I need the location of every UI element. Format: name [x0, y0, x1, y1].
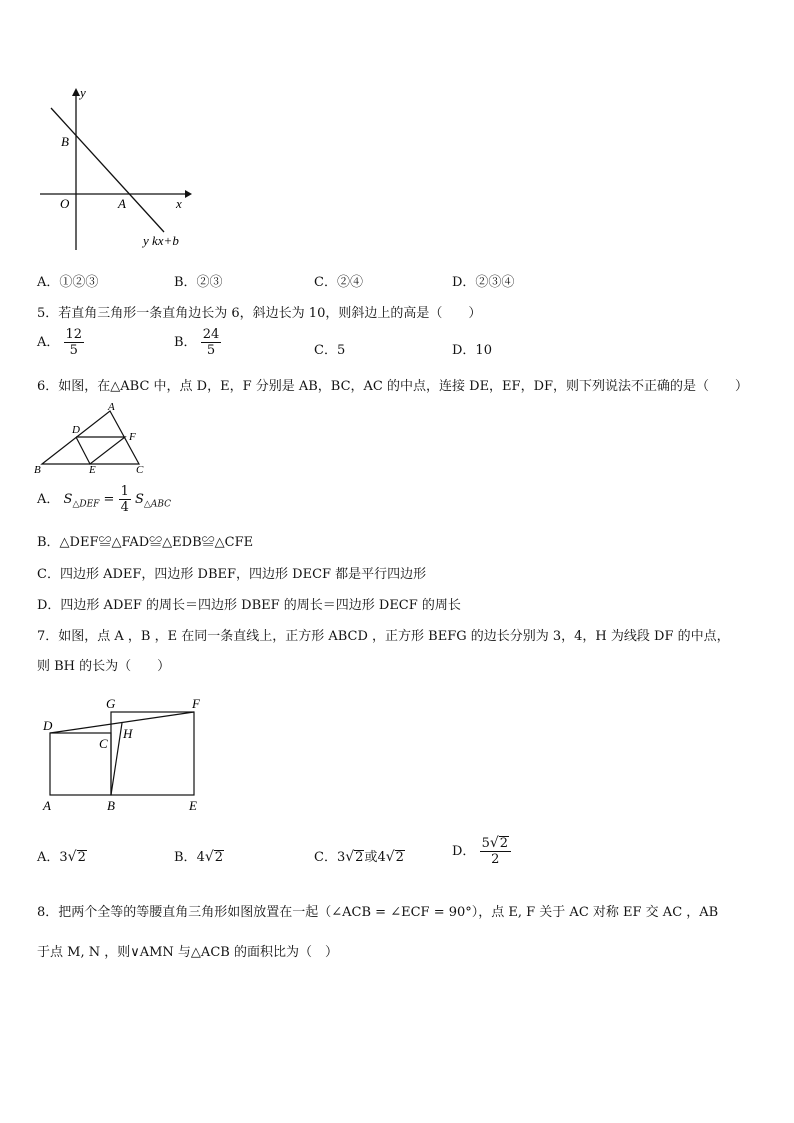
q6-option-d[interactable]: D．四边形 ADEF 的周长＝四边形 DBEF 的周长＝四边形 DECF 的周长 [37, 598, 461, 613]
tri-label-f: F [129, 431, 136, 443]
q7-option-b-label: B． [174, 850, 197, 865]
triangle-abc-figure [30, 398, 160, 478]
q7-d-numerator [480, 836, 511, 852]
q7-a-coefficient: 3 [59, 850, 68, 865]
sqrt-icon: √ [67, 849, 77, 865]
segment-df [50, 712, 194, 733]
segment-bh [111, 723, 122, 795]
label-equation: y kx+b [143, 233, 179, 248]
q6-option-a-label: A． [37, 492, 60, 507]
q7-option-d[interactable] [452, 836, 511, 867]
label-y: y [80, 85, 86, 100]
q6-option-c[interactable]: C．四边形 ADEF，四边形 DBEF，四边形 DECF 都是平行四边形 [37, 567, 427, 582]
q7-c-radicand-1: 2 [355, 850, 364, 865]
q5-b-denominator: 5 [206, 343, 216, 358]
q7-a-radicand: 2 [77, 850, 86, 865]
sqrt-icon: √ [204, 849, 214, 865]
q4-option-b[interactable]: B．②③ [174, 275, 223, 290]
tri-label-c: C [136, 464, 144, 476]
sqrt-icon: √ [489, 835, 499, 851]
label-b: B [61, 134, 69, 149]
sq-label-e: E [189, 798, 197, 813]
q6-a-area-sub: △DEF [72, 499, 100, 510]
two-squares-figure [36, 692, 216, 814]
q7-option-c[interactable] [314, 846, 405, 865]
tri-label-a: A [108, 401, 115, 413]
sq-label-f: F [192, 696, 200, 711]
tri-label-d: D [72, 424, 80, 436]
sq-label-a: A [43, 798, 51, 813]
midpoint-triangle-def [76, 437, 125, 464]
q5-stem: 5．若直角三角形一条直角边长为 6，斜边长为 10，则斜边上的高是（ ） [37, 306, 482, 321]
q6-a-area-sub-2: △ABC [143, 499, 171, 510]
q6-a-denominator: 4 [120, 500, 129, 515]
linear-graph-figure [30, 82, 210, 252]
q7-stem-line1: 7．如图，点 A ，B ，E 在同一条直线上，正方形 ABCD ，正方形 BEFG 的边长分别为 3，4，H 为线段 DF 的中点， [37, 629, 730, 644]
q5-option-b[interactable] [174, 327, 221, 358]
sq-label-d: D [43, 718, 53, 733]
q7-d-fraction [480, 836, 511, 867]
q6-a-equals: = [103, 492, 115, 507]
q7-d-radicand: 2 [499, 836, 509, 851]
q7-b-radicand: 2 [214, 850, 224, 865]
line-y-kx-b [51, 108, 164, 232]
q6-a-numerator: 1 [120, 484, 129, 499]
q7-d-coefficient: 5 [481, 836, 490, 851]
q5-a-numerator: 12 [65, 327, 83, 342]
sqrt-icon: √ [345, 849, 355, 865]
q4-option-c[interactable]: C．②④ [314, 275, 363, 290]
q7-option-b[interactable] [174, 846, 224, 865]
q6-a-fraction [119, 484, 131, 515]
q7-c-radicand-2: 2 [395, 850, 404, 865]
q5-fraction-a [64, 327, 85, 358]
sq-label-b: B [107, 798, 115, 813]
q6-a-area-symbol: S [63, 492, 73, 507]
q5-option-a-label: A． [37, 335, 60, 350]
q5-option-a[interactable] [37, 327, 84, 358]
q8-stem-line2: 于点 M, N ，则∨AMN 与△ACB 的面积比为（ ） [37, 945, 338, 960]
q5-a-denominator: 5 [69, 343, 78, 358]
label-x: x [176, 196, 182, 211]
q7-option-d-label: D． [452, 844, 476, 859]
q7-option-a[interactable] [37, 846, 87, 865]
q7-option-a-label: A． [37, 850, 60, 865]
q6-stem: 6．如图，在△ABC 中，点 D，E，F 分别是 AB，BC，AC 的中点，连接 DE，EF，DF，则下列说法不正确的是（ ） [37, 379, 749, 394]
q7-d-denominator: 2 [491, 852, 500, 867]
q4-option-d[interactable]: D．②③④ [452, 275, 515, 290]
sq-label-h: H [123, 726, 133, 741]
label-a: A [118, 196, 126, 211]
q7-c-or: 或 [364, 850, 378, 865]
q5-option-c[interactable]: C．5 [314, 343, 346, 358]
square-befg [111, 712, 194, 795]
label-o: O [60, 196, 70, 211]
sqrt-icon: √ [385, 849, 395, 865]
q5-option-b-label: B． [174, 335, 197, 350]
y-axis-arrow [72, 88, 80, 96]
q7-c-coefficient-1: 3 [336, 850, 346, 865]
q7-stem-line2: 则 BH 的长为（ ） [37, 659, 171, 674]
x-axis-arrow [185, 190, 192, 198]
q4-option-a[interactable]: A．①②③ [37, 275, 99, 290]
tri-label-b: B [34, 464, 41, 476]
q7-b-coefficient: 4 [196, 850, 205, 865]
sq-label-c: C [99, 736, 108, 751]
q5-fraction-b [201, 327, 222, 358]
sq-label-g: G [106, 696, 116, 711]
q6-option-b[interactable]: B．△DEF≌△FAD≌△EDB≌△CFE [37, 535, 254, 550]
tri-label-e: E [89, 464, 96, 476]
q7-option-c-label: C． [314, 850, 337, 865]
q5-option-d[interactable]: D．10 [452, 343, 492, 358]
q6-option-a[interactable] [37, 484, 171, 515]
q6-a-area-symbol-2: S [135, 492, 144, 507]
q5-b-numerator: 24 [202, 327, 220, 342]
q8-stem-line1: 8．把两个全等的等腰直角三角形如图放置在一起（∠ACB = ∠ECF = 90°），点 E, F 关于 AC 对称 EF 交 AC ，AB [37, 905, 719, 920]
q7-c-coefficient-2: 4 [377, 850, 386, 865]
